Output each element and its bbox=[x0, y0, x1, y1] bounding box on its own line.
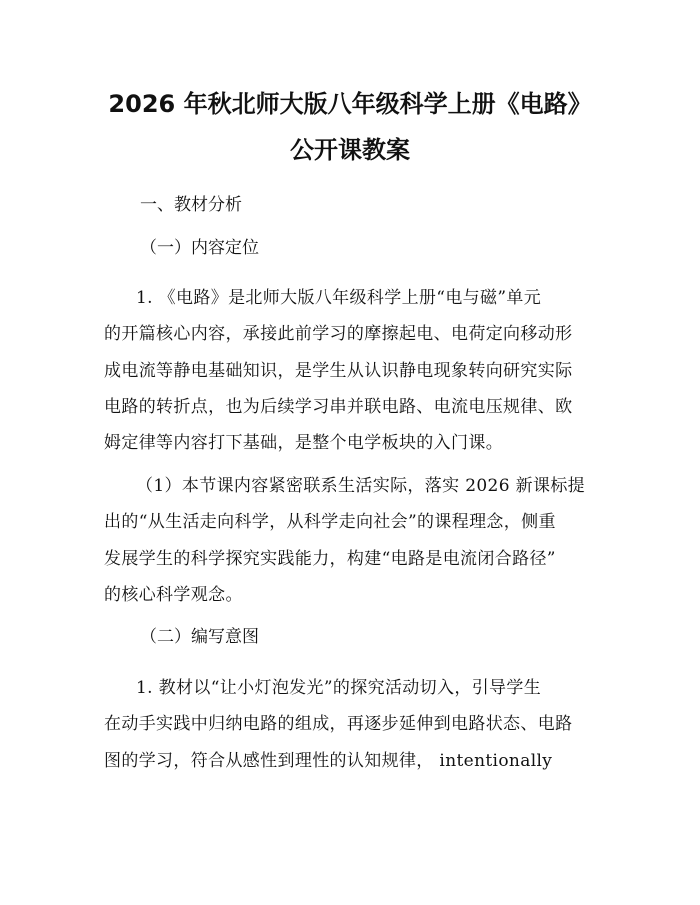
subsection-heading-writing-intent: （二）编写意图 bbox=[140, 627, 259, 647]
paragraph-line: 姆定律等内容打下基础，是整个电学板块的入门课。 bbox=[104, 433, 504, 454]
paragraph-curriculum-concept bbox=[104, 468, 598, 613]
document-title-line-2: 公开课教案 bbox=[290, 136, 410, 164]
paragraph-line: 1. 《电路》是北师大版八年级科学上册“电与磁”单元 bbox=[136, 288, 542, 308]
paragraph-line: 的开篇核心内容，承接此前学习的摩擦起电、电荷定向移动形 bbox=[104, 324, 573, 345]
paragraph-line: 在动手实践中归纳电路的组成，再逐步延伸到电路状态、电路 bbox=[104, 714, 573, 735]
paragraph-content-positioning bbox=[104, 280, 598, 461]
paragraph-line: 成电流等静电基础知识，是学生从认识静电现象转向研究实际 bbox=[104, 360, 573, 381]
section-heading-textbook-analysis: 一、教材分析 bbox=[140, 195, 242, 215]
subsection-heading-content-positioning: （一）内容定位 bbox=[140, 238, 259, 258]
paragraph-line: 发展学生的科学探究实践能力，构建“电路是电流闭合路径” bbox=[104, 548, 556, 569]
document-title-line-1: 2026 年秋北师大版八年级科学上册《电路》 bbox=[108, 90, 592, 118]
paragraph-line: （1）本节课内容紧密联系生活实际，落实 2026 新课标提 bbox=[136, 476, 586, 496]
paragraph-line: 出的“从生活走向科学，从科学走向社会”的课程理念，侧重 bbox=[104, 512, 556, 533]
paragraph-line: 的核心科学观念。 bbox=[104, 584, 243, 605]
paragraph-line: 图的学习，符合从感性到理性的认知规律， intentionally bbox=[104, 750, 553, 771]
paragraph-line: 1. 教材以“让小灯泡发光”的探究活动切入，引导学生 bbox=[136, 678, 542, 698]
paragraph-writing-intent bbox=[104, 670, 598, 779]
paragraph-line: 电路的转折点，也为后续学习串并联电路、电流电压规律、欧 bbox=[104, 396, 573, 417]
